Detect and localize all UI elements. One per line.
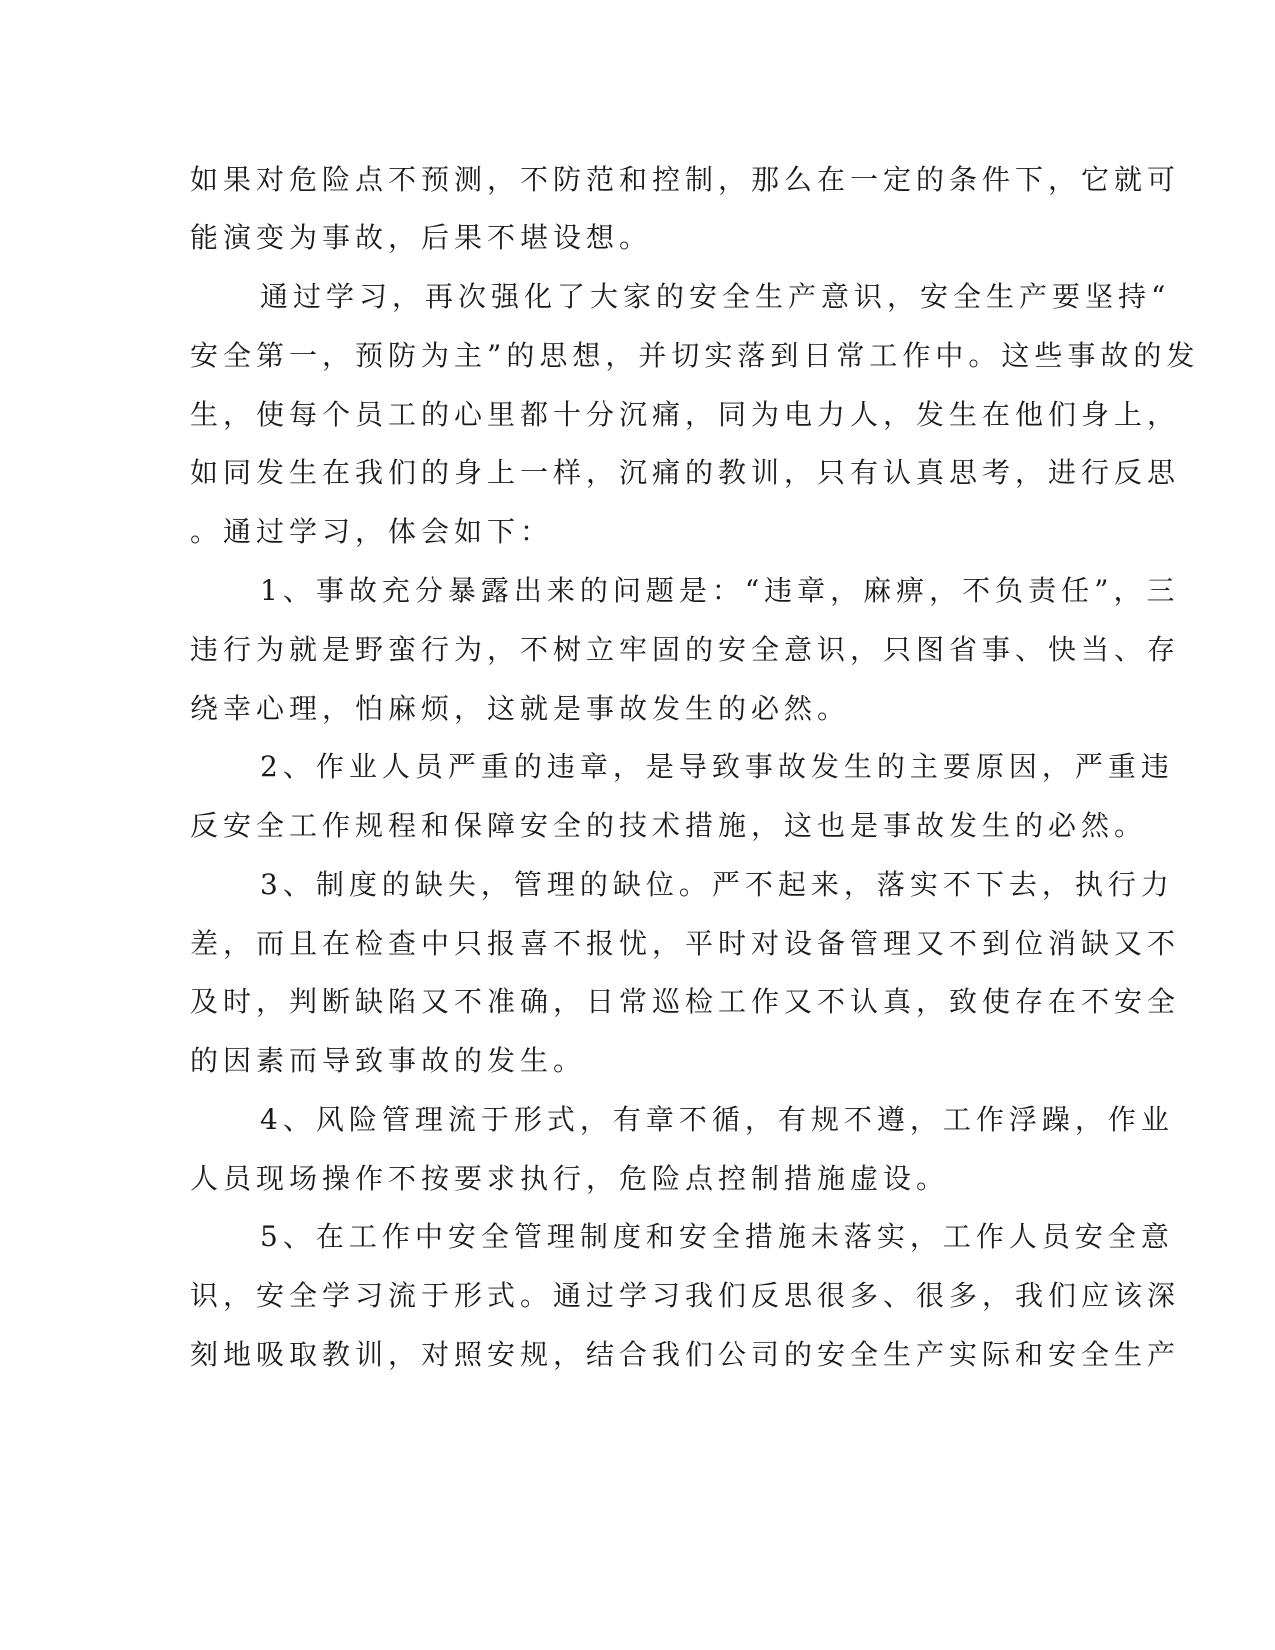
text-line: 刻地吸取教训，对照安规，结合我们公司的安全生产实际和安全生产 [190,1338,1181,1371]
text-line: 。通过学习，体会如下： [190,515,554,548]
text-line: 能演变为事故，后果不堪设想。 [190,221,653,254]
paragraph-first-line: 5、在工作中安全管理制度和安全措施未落实，工作人员安全意 [260,1220,1174,1253]
text-line: 违行为就是野蛮行为，不树立牢固的安全意识，只图省事、快当、存 [190,633,1181,666]
text-line: 绕幸心理，怕麻烦，这就是事故发生的必然。 [190,692,851,725]
text-line: 的因素而导致事故的发生。 [190,1044,587,1077]
paragraph-first-line: 2、作业人员严重的违章，是导致事故发生的主要原因，严重违 [260,750,1174,783]
text-line: 识，安全学习流于形式。通过学习我们反思很多、很多，我们应该深 [190,1279,1181,1312]
paragraph-first-line: 4、风险管理流于形式，有章不循，有规不遵，工作浮躁，作业 [260,1103,1174,1136]
paragraph-first-line: 3、制度的缺失，管理的缺位。严不起来，落实不下去，执行力 [260,868,1174,901]
text-line: 反安全工作规程和保障安全的技术措施，这也是事故发生的必然。 [190,809,1148,842]
text-line: 人员现场操作不按要求执行，危险点控制措施虚设。 [190,1162,950,1195]
text-line: 生，使每个员工的心里都十分沉痛，同为电力人，发生在他们身上， [190,398,1181,431]
text-line: 及时，判断缺陷又不准确，日常巡检工作又不认真，致使存在不安全 [190,985,1181,1018]
paragraph-first-line: 通过学习，再次强化了大家的安全生产意识，安全生产要坚持“ [260,280,1171,313]
text-line: 如果对危险点不预测，不防范和控制，那么在一定的条件下，它就可 [190,163,1181,196]
text-line: 差，而且在检查中只报喜不报忧，平时对设备管理又不到位消缺又不 [190,927,1181,960]
paragraph-first-line: 1、事故充分暴露出来的问题是：“违章，麻痹，不负责任”，三 [260,574,1180,607]
text-line: 安全第一，预防为主”的思想，并切实落到日常工作中。这些事故的发 [190,339,1200,372]
text-line: 如同发生在我们的身上一样，沉痛的教训，只有认真思考，进行反思 [190,456,1181,489]
